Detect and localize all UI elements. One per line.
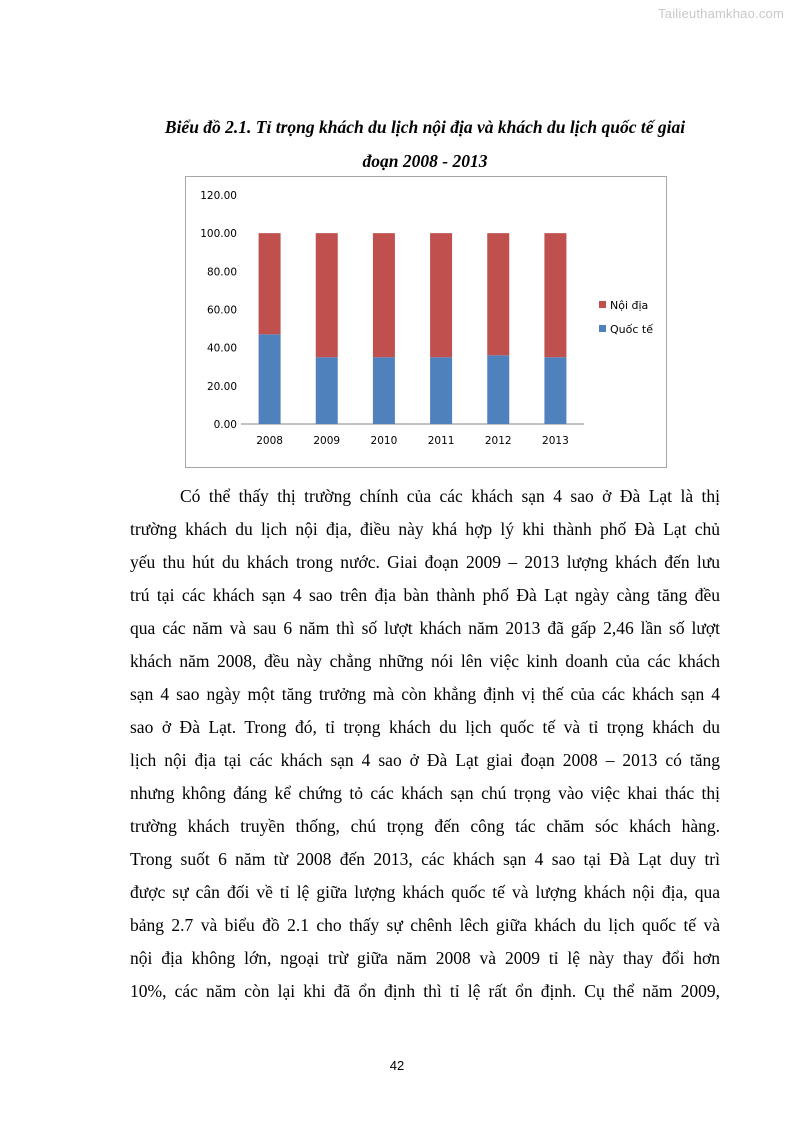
paragraph-line: nội địa không lớn, ngoại trừ giữa năm 2008 và 2009 tỉ lệ này thay đổi hơn <box>130 948 720 968</box>
bar-quoc-te-2008 <box>259 334 281 424</box>
bar-noi-dia-2011 <box>430 233 452 357</box>
paragraph-line: khách năm 2008, đều này chẳng những nói lên việc kinh doanh của các khách <box>130 651 720 671</box>
x-tick-label: 2009 <box>313 435 341 447</box>
y-tick-label: 60.00 <box>206 304 237 317</box>
x-tick-label: 2012 <box>484 435 512 447</box>
bar-noi-dia-2013 <box>544 233 566 357</box>
legend-label: Quốc tế <box>610 323 653 336</box>
x-tick-label: 2010 <box>370 435 398 447</box>
bar-noi-dia-2012 <box>487 233 509 355</box>
chart-svg <box>186 177 666 467</box>
caption-line-2: đoạn 2008 - 2013 <box>362 151 488 171</box>
y-tick-label: 40.00 <box>206 342 237 355</box>
caption-line-1: Biểu đồ 2.1. Tỉ trọng khách du lịch nội địa và khách du lịch quốc tế giai <box>164 117 686 137</box>
y-tick-label: 20.00 <box>206 380 237 393</box>
stacked-bar-chart <box>185 176 667 468</box>
x-tick-label: 2008 <box>256 435 283 447</box>
bar-quoc-te-2013 <box>544 357 566 424</box>
paragraph-line: 10%, các năm còn lại khi đã ổn định thì tỉ lệ rất ổn định. Cụ thể năm 2009, <box>130 981 720 1001</box>
y-tick-label: 120.00 <box>200 190 237 202</box>
legend-label: Nội địa <box>610 299 649 312</box>
paragraph-line: bảng 2.7 và biểu đồ 2.1 cho thấy sự chênh lêch giữa khách du lịch quốc tế và <box>130 915 720 935</box>
bar-quoc-te-2012 <box>487 355 509 424</box>
paragraph-line: yếu thu hút du khách trong nước. Giai đoạn 2009 – 2013 lượng khách đến lưu <box>130 552 720 572</box>
y-tick-label: 100.00 <box>200 228 237 241</box>
paragraph-line: sạn 4 sao ngày một tăng trưởng mà còn khẳng định vị thế của các khách sạn 4 <box>130 684 720 704</box>
x-tick-label: 2011 <box>427 435 455 447</box>
paragraph-line: nhưng không đáng kể chứng tỏ các khách sạn chú trọng vào việc khai thác thị <box>130 783 720 803</box>
page-number: 42 <box>389 1058 405 1073</box>
paragraph-line: trường khách du lịch nội địa, điều này khá hợp lý khi thành phố Đà Lạt chủ <box>130 519 720 539</box>
paragraph-line: lịch nội địa tại các khách sạn 4 sao ở Đà Lạt giai đoạn 2008 – 2013 có tăng <box>130 750 720 770</box>
paragraph-line: được sự cân đối về tỉ lệ giữa lượng khách quốc tế và lượng khách nội địa, qua <box>130 882 720 902</box>
bar-quoc-te-2009 <box>316 357 338 424</box>
bar-quoc-te-2011 <box>430 357 452 424</box>
figure-caption <box>130 110 720 178</box>
y-tick-label: 0.00 <box>213 419 237 431</box>
paragraph-line: trú tại các khách sạn 4 sao trên địa bàn thành phố Đà Lạt ngày càng tăng đều <box>130 585 720 605</box>
paragraph-line: Trong suốt 6 năm từ 2008 đến 2013, các khách sạn 4 sao tại Đà Lạt duy trì <box>130 849 720 869</box>
paragraph-line: sao ở Đà Lạt. Trong đó, tỉ trọng khách du lịch quốc tế và tỉ trọng khách du <box>130 717 720 737</box>
bar-noi-dia-2010 <box>373 233 395 357</box>
legend-swatch-noi-dia <box>599 301 606 308</box>
paragraph-line: qua các năm và sau 6 năm thì số lượt khách năm 2013 đã gấp 2,46 lần số lượt <box>130 618 720 638</box>
body-paragraph <box>130 480 720 1008</box>
watermark: Tailieuthamkhao.com <box>658 6 784 21</box>
paragraph-line: Có thể thấy thị trường chính của các khách sạn 4 sao ở Đà Lạt là thị <box>180 486 720 506</box>
paragraph-line: trường khách truyền thống, chú trọng đến công tác chăm sóc khách hàng. <box>130 816 720 836</box>
x-tick-label: 2013 <box>542 435 569 447</box>
y-tick-label: 80.00 <box>206 266 237 279</box>
legend-swatch-quoc-te <box>599 325 606 332</box>
bar-noi-dia-2009 <box>316 233 338 357</box>
bar-noi-dia-2008 <box>259 233 281 334</box>
bar-quoc-te-2010 <box>373 357 395 424</box>
